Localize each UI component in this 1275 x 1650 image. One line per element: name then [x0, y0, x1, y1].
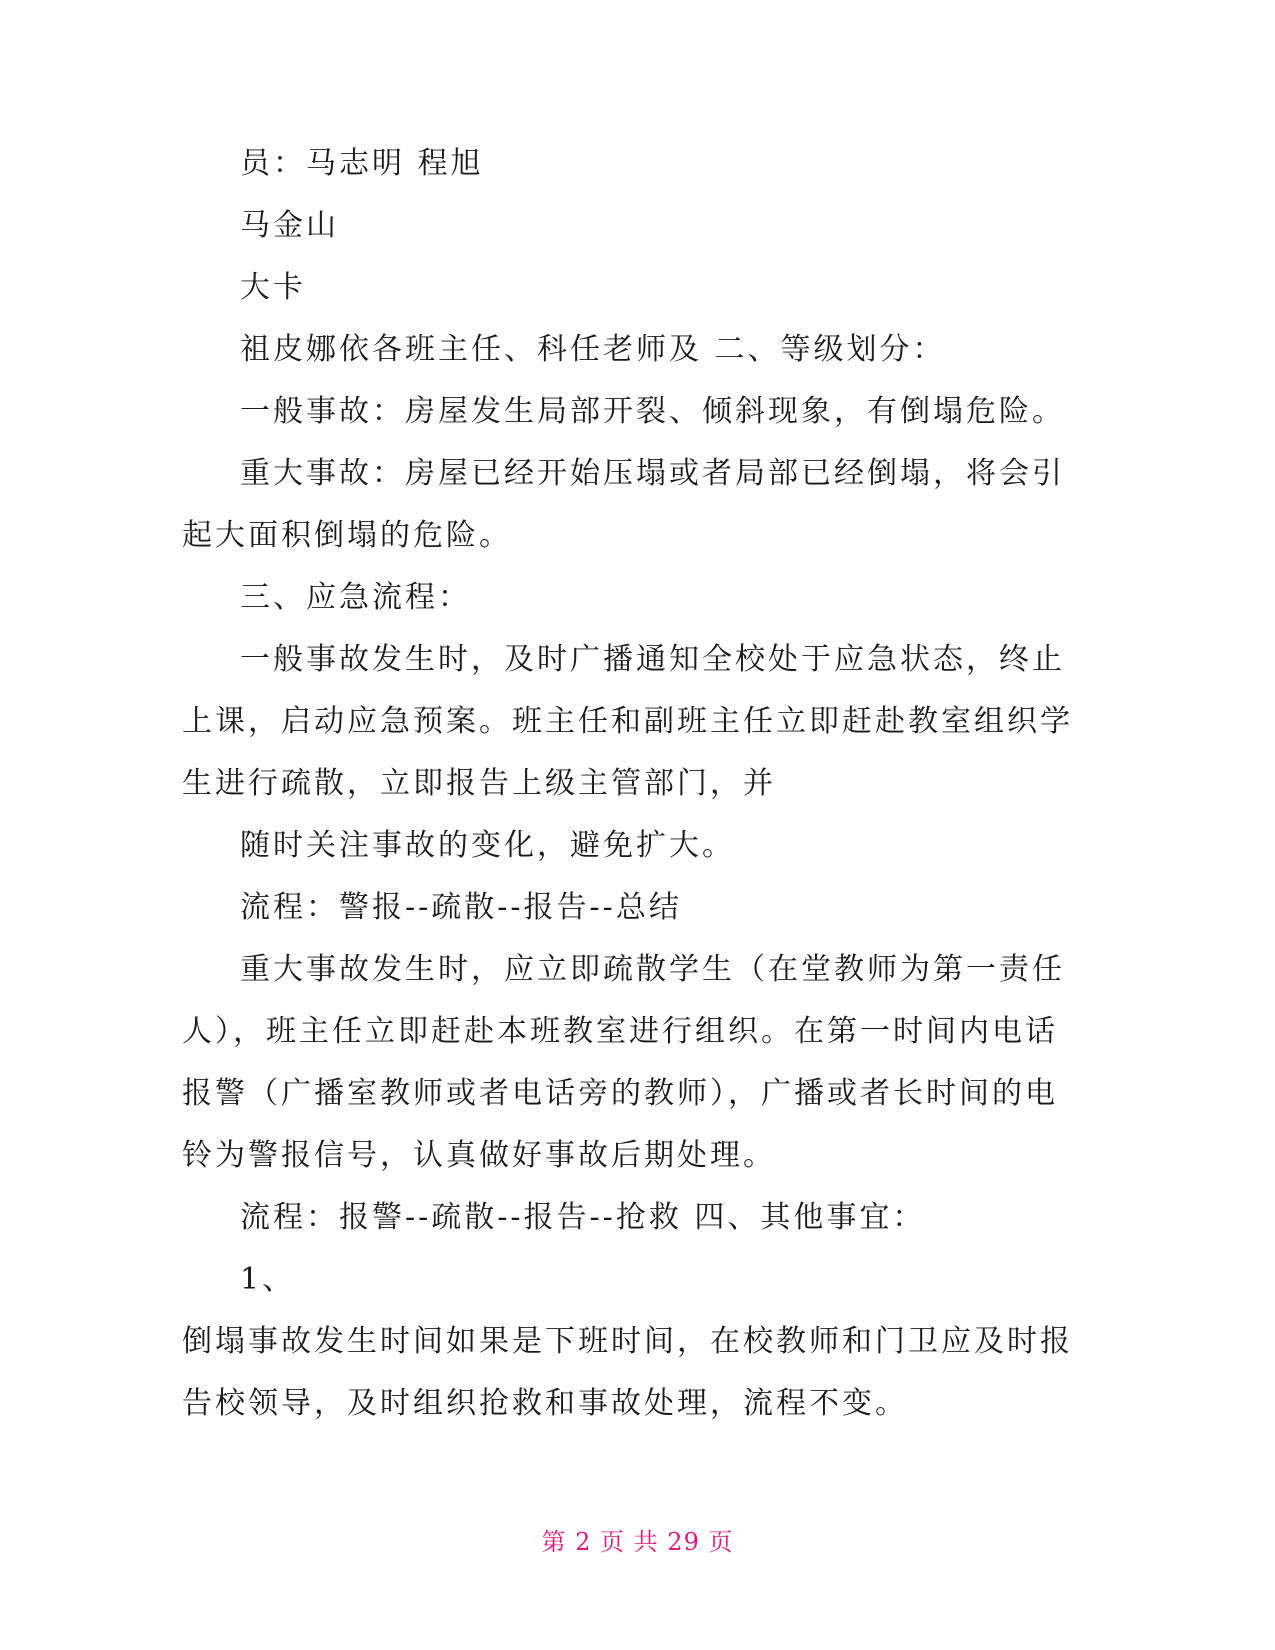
text-line: 大卡 [240, 270, 306, 305]
text-line: 报警（广播室教师或者电话旁的教师），广播或者长时间的电 [182, 1076, 1058, 1111]
text-line: 告校领导，及时组织抢救和事故处理，流程不变。 [182, 1386, 908, 1421]
text-line: 流程：警报--疏散--报告--总结 [240, 890, 682, 925]
text-line: 铃为警报信号，认真做好事故后期处理。 [182, 1138, 776, 1173]
page-number-footer: 第 2 页 共 29 页 [541, 1528, 734, 1556]
text-line: 重大事故发生时，应立即疏散学生（在堂教师为第一责任 [240, 952, 1065, 987]
list-number: 1、 [240, 1262, 296, 1297]
text-line: 一般事故发生时，及时广播通知全校处于应急状态，终止 [240, 642, 1065, 677]
text-line: 生进行疏散，立即报告上级主管部门，并 [182, 766, 776, 801]
text-line: 重大事故：房屋已经开始压塌或者局部已经倒塌，将会引 [240, 456, 1065, 491]
text-line: 随时关注事故的变化，避免扩大。 [240, 828, 735, 863]
text-line: 祖皮娜依各班主任、科任老师及 二、等级划分： [240, 332, 946, 367]
text-line: 员：马志明 程旭 [240, 146, 484, 181]
text-line: 马金山 [240, 208, 339, 243]
text-line: 人），班主任立即赶赴本班教室进行组织。在第一时间内电话 [182, 1014, 1058, 1049]
text-line: 一般事故：房屋发生局部开裂、倾斜现象，有倒塌危险。 [240, 394, 1065, 429]
text-line: 倒塌事故发生时间如果是下班时间，在校教师和门卫应及时报 [182, 1324, 1073, 1359]
section-heading: 三、应急流程： [240, 580, 471, 615]
text-line: 起大面积倒塌的危险。 [182, 518, 512, 553]
text-line: 上课，启动应急预案。班主任和副班主任立即赶赴教室组织学 [182, 704, 1073, 739]
text-line: 流程：报警--疏散--报告--抢救 四、其他事宜： [240, 1200, 926, 1235]
